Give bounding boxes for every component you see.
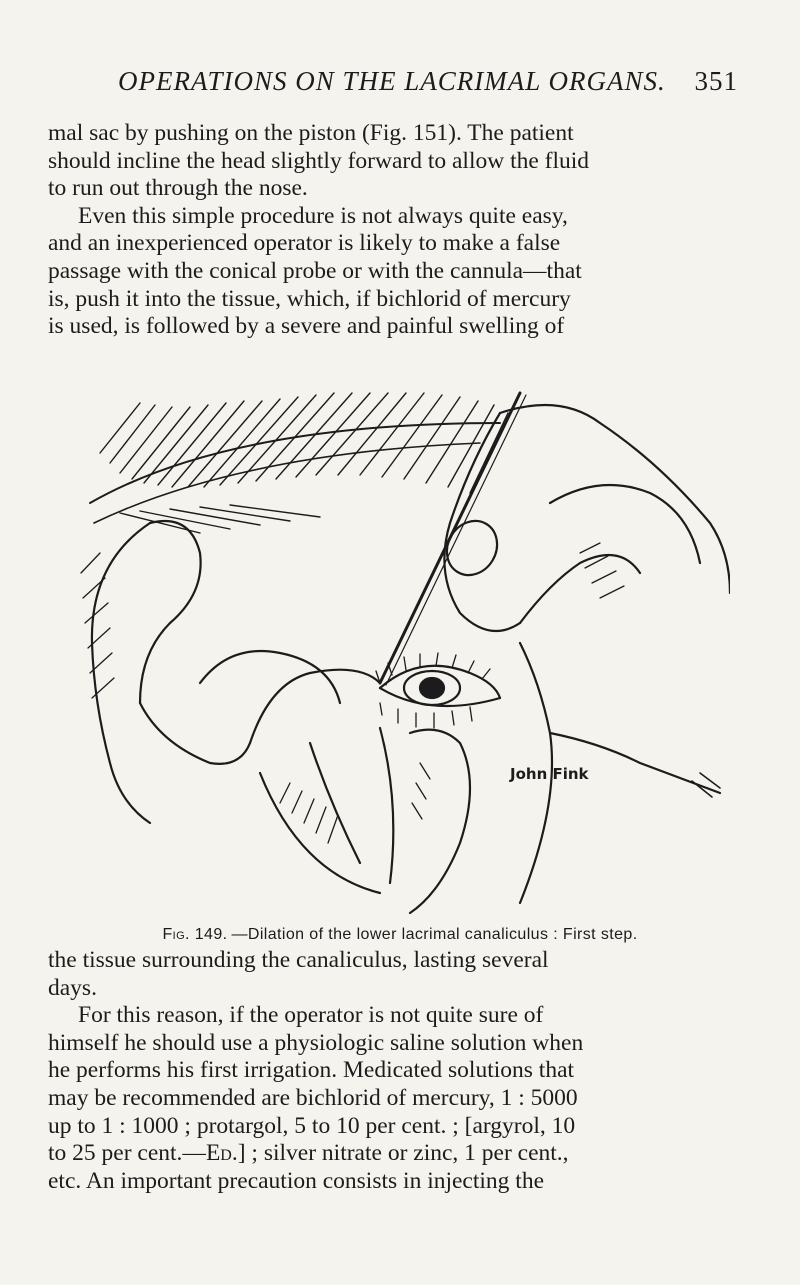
text-line: to run out through the nose. — [48, 175, 308, 202]
figure-label: Fig. 149. — [162, 926, 228, 943]
text-line: etc. An important precaution consists in injecting the — [48, 1167, 545, 1194]
caption-text: —Dilation of the lower lacrimal canaliculus : First step. — [231, 926, 638, 943]
text-line: mal sac by pushing on the piston (Fig. 151). The patient — [48, 120, 574, 146]
text-fragment: to 25 per cent.— — [48, 1140, 206, 1167]
right-hand — [437, 405, 730, 903]
figure-caption — [0, 926, 800, 944]
eye — [376, 653, 500, 728]
figure-illustration — [80, 383, 730, 918]
text-line: he performs his first irrigation. Medicated solutions that — [48, 1057, 575, 1084]
text-line — [48, 1140, 738, 1168]
lower-finger — [380, 728, 470, 913]
text-line: is, push it into the tissue, which, if bichlorid of mercury — [48, 285, 571, 312]
text-line: passage with the conical probe or with the cannula—that — [48, 257, 582, 284]
text-line: may be recommended are bichlorid of mercury, 1 : 5000 — [48, 1084, 578, 1111]
text-line: up to 1 : 1000 ; protargol, 5 to 10 per cent. ; [argyrol, 10 — [48, 1112, 576, 1139]
page-header — [118, 66, 738, 106]
text-line: himself he should use a physiologic saline solution when — [48, 1029, 584, 1056]
paragraph-2 — [48, 947, 738, 1195]
probe-instrument — [380, 393, 526, 685]
text-line: the tissue surrounding the canaliculus, lasting several — [48, 947, 549, 973]
text-line: For this reason, if the operator is not quite sure of — [78, 1002, 544, 1029]
text-line: is used, is followed by a severe and painful swelling of — [48, 313, 565, 340]
eye-dilation-drawing — [80, 383, 730, 918]
artist-signature: John Fink — [510, 765, 589, 783]
text-line: and an inexperienced operator is likely to make a false — [48, 230, 561, 257]
editor-abbrev: Ed. — [205, 1140, 238, 1167]
brow-hatching — [90, 393, 508, 533]
text-line: should incline the head slightly forward to allow the fluid — [48, 147, 590, 174]
text-line: Even this simple procedure is not always quite easy, — [78, 202, 568, 229]
running-head: OPERATIONS ON THE LACRIMAL ORGANS. — [118, 66, 666, 96]
left-hand — [81, 521, 380, 893]
text-fragment: ] ; silver nitrate or zinc, 1 per cent., — [237, 1140, 569, 1167]
paragraph-1 — [48, 120, 738, 341]
text-line: days. — [48, 974, 97, 1001]
page-number: 351 — [694, 66, 738, 96]
